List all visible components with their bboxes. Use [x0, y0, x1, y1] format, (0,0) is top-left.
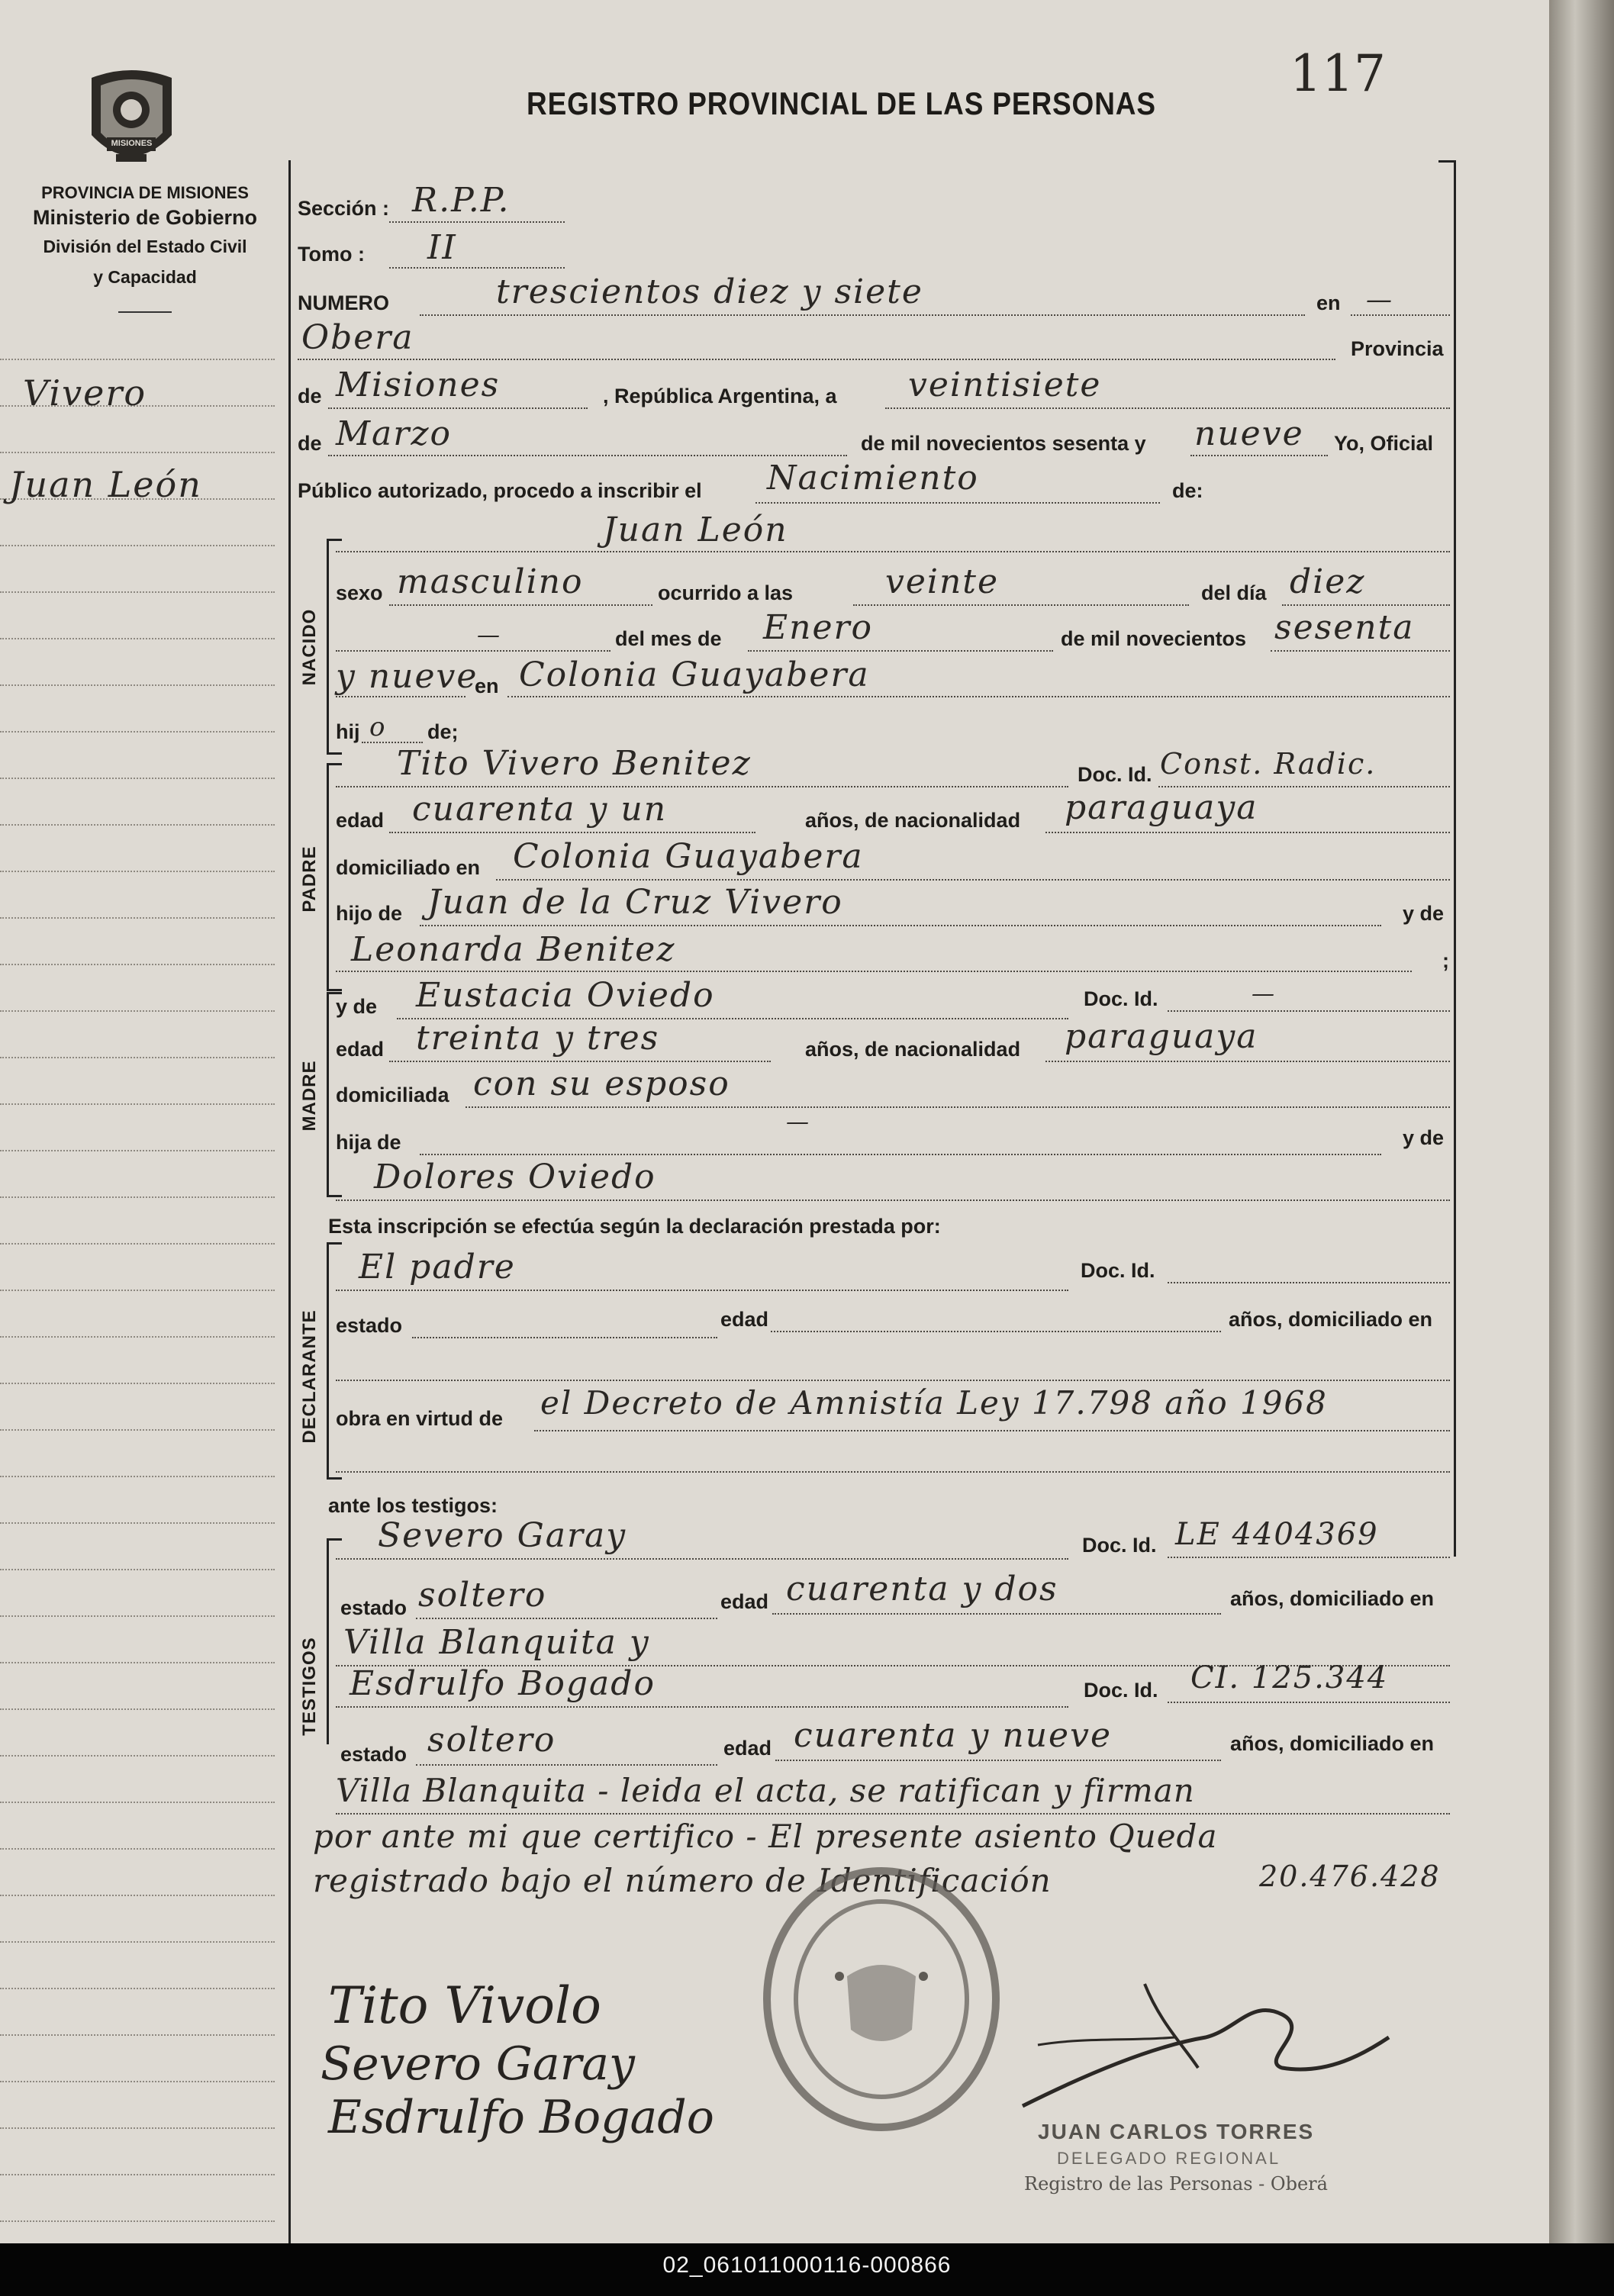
line-acto: [755, 502, 1160, 504]
label-declarante-domicilio: años, domiciliado en: [1229, 1308, 1433, 1331]
value-abuela-m: Dolores Oviedo: [374, 1158, 656, 1196]
value-abuelo-m: —: [786, 1109, 810, 1135]
label-del-mes: del mes de: [615, 627, 722, 650]
margin-ruled-line: [0, 1755, 275, 1757]
value-sexo: masculino: [397, 562, 584, 601]
value-nombre: Juan León: [603, 510, 788, 549]
label-padre-edad: edad: [336, 809, 385, 832]
margin-ruled-line: [0, 1429, 275, 1431]
label-de-semicolon: de;: [427, 720, 459, 743]
line-guion-mes: [336, 650, 610, 652]
value-padre-doc: Const. Radic.: [1160, 747, 1377, 781]
line-testigo2: [336, 1706, 1068, 1708]
line-dia-nac: [1282, 604, 1450, 606]
value-cierre-2: por ante mi que certifico - El presente asiento Queda: [313, 1818, 1218, 1855]
scan-file-id: 02_061011000116-000866: [662, 2253, 952, 2278]
page-number: 117: [1290, 44, 1386, 103]
line-testigo1-doc: [1168, 1557, 1450, 1558]
label-hijo: hij: [336, 720, 360, 743]
margin-ruled-line: [0, 1010, 275, 1012]
line-testigo2-estado: [416, 1764, 717, 1766]
label-testigo1-doc: Doc. Id.: [1082, 1534, 1157, 1557]
label-ante-testigos: ante los testigos:: [328, 1494, 498, 1517]
org-divider: [118, 311, 172, 313]
label-ocurrido: ocurrido a las: [658, 581, 794, 604]
value-en: —: [1366, 285, 1393, 315]
label-declarante-edad: edad: [720, 1308, 769, 1331]
value-testigo2-edad: cuarenta y nueve: [794, 1716, 1112, 1755]
label-mil-novecientos-sesenta: de mil novecientos sesenta y: [861, 432, 1146, 455]
value-padre-dom: Colonia Guayabera: [513, 837, 864, 876]
margin-ruled-line: [0, 2174, 275, 2175]
line-localidad: [298, 359, 1335, 360]
line-anio-nac: [1271, 650, 1450, 652]
value-padre-nombre: Tito Vivero Benitez: [397, 744, 752, 783]
value-obra: el Decreto de Amnistía Ley 17.798 año 1968: [540, 1384, 1328, 1422]
margin-ruled-line: [0, 452, 275, 453]
value-cierre-1: Villa Blanquita - leida el acta, se ratifican y firman: [336, 1772, 1195, 1809]
line-padre-nombre: [336, 786, 1068, 787]
value-acto: Nacimiento: [767, 459, 979, 498]
label-madre-edad: edad: [336, 1038, 385, 1061]
margin-ruled-line: [0, 731, 275, 733]
value-declarante: El padre: [359, 1248, 516, 1286]
value-guion-mes: —: [477, 622, 501, 649]
margin-ruled-line: [0, 1662, 275, 1663]
line-hora: [853, 604, 1189, 606]
margin-ruled-line: [0, 359, 275, 360]
margin-ruled-line: [0, 1848, 275, 1850]
margin-ruled-line: [0, 1569, 275, 1570]
margin-ruled-line: [0, 2034, 275, 2036]
value-abuelo-p: Juan de la Cruz Vivero: [427, 883, 843, 922]
label-testigo2-estado: estado: [340, 1743, 408, 1766]
label-mil-novecientos: de mil novecientos: [1061, 627, 1247, 650]
label-padre-nacionalidad: años, de nacionalidad: [805, 809, 1021, 832]
padre-bracket: [327, 763, 329, 990]
value-testigo1-doc: LE 4404369: [1175, 1517, 1379, 1552]
value-testigo2-estado: soltero: [427, 1721, 556, 1760]
label-testigo1-estado: estado: [340, 1596, 408, 1619]
line-seccion: [389, 221, 565, 223]
line-abuela-m: [336, 1200, 1450, 1201]
padre-bracket-bottom: [327, 989, 342, 991]
line-obra: [534, 1430, 1450, 1431]
label-testigo1-domicilio: años, domiciliado en: [1230, 1587, 1435, 1610]
value-testigo1: Severo Garay: [378, 1516, 627, 1555]
label-madre-y-de-2: y de: [1403, 1126, 1445, 1149]
label-semicolon: ;: [1442, 949, 1449, 972]
value-anio-nac-1: sesenta: [1274, 608, 1415, 647]
margin-note-given-names: Juan León: [9, 464, 202, 505]
value-localidad: Obera: [301, 318, 414, 357]
label-madre-domicilio: domiciliada: [336, 1084, 449, 1106]
value-madre-nac: paraguaya: [1065, 1017, 1258, 1056]
value-anio-nac-2: y nueve: [336, 657, 478, 696]
label-publico: Público autorizado, procedo a inscribir el: [298, 479, 702, 502]
madre-bracket: [327, 992, 329, 1196]
margin-ruled-line: [0, 1476, 275, 1477]
margin-ruled-line: [0, 1522, 275, 1524]
label-testigo2-edad: edad: [723, 1737, 772, 1760]
margin-ruled-line: [0, 1708, 275, 1710]
line-testigo1-estado: [416, 1618, 717, 1619]
value-testigo2: Esdrulfo Bogado: [350, 1664, 656, 1703]
label-tomo: Tomo :: [298, 243, 365, 266]
value-madre-doc: —: [1252, 981, 1276, 1007]
org-line-1: PROVINCIA DE MISIONES: [41, 183, 249, 202]
nacido-bracket-top: [327, 539, 342, 541]
label-inscripcion: Esta inscripción se efectúa según la declaración prestada por:: [328, 1215, 941, 1238]
label-madre-y-de: y de: [336, 995, 378, 1018]
value-madre-nombre: Eustacia Oviedo: [416, 976, 715, 1015]
line-padre-edad: [389, 832, 755, 833]
margin-ruled-line: [0, 824, 275, 826]
margin-ruled-line: [0, 1988, 275, 1989]
margin-ruled-line: [0, 1243, 275, 1245]
value-mes: Marzo: [336, 414, 452, 453]
label-republica: , República Argentina, a: [603, 385, 837, 407]
value-dia-nac: diez: [1290, 562, 1366, 601]
margin-ruled-line: [0, 964, 275, 965]
margin-ruled-line: [0, 1336, 275, 1338]
margin-ruled-line: [0, 1196, 275, 1198]
value-cierre-3: registrado bajo el número de Identificación: [313, 1862, 1052, 1899]
label-en: en: [1316, 291, 1341, 314]
value-testigo1-edad: cuarenta y dos: [786, 1570, 1058, 1608]
margin-ruled-line: [0, 871, 275, 872]
line-testigo2-edad: [775, 1760, 1221, 1761]
value-testigo1-estado: soltero: [418, 1576, 547, 1615]
line-madre-dom: [466, 1106, 1450, 1108]
value-hijo-suffix: o: [369, 712, 387, 742]
testigos-bracket-top: [327, 1538, 342, 1541]
margin-ruled-line: [0, 684, 275, 686]
margin-ruled-line: [0, 1150, 275, 1151]
value-hora: veinte: [885, 562, 1000, 601]
value-tomo: II: [427, 228, 457, 267]
label-en-lugar: en: [475, 675, 499, 697]
value-mes-nac: Enero: [763, 608, 874, 647]
official-signature: [1007, 1953, 1404, 2129]
line-anio-nac-2: [336, 696, 466, 697]
label-madre-doc: Doc. Id.: [1084, 987, 1158, 1010]
label-de-mes: de: [298, 432, 322, 455]
org-line-2: Ministerio de Gobierno: [32, 206, 258, 229]
emblem-text: MISIONES: [111, 139, 153, 148]
official-stamp: [755, 1862, 1007, 2137]
label-testigo1-edad: edad: [720, 1590, 769, 1613]
official-role: DELEGADO REGIONAL: [1057, 2149, 1281, 2168]
label-madre-nacionalidad: años, de nacionalidad: [805, 1038, 1021, 1061]
line-testigo2-doc: [1168, 1702, 1450, 1703]
page-title: REGISTRO PROVINCIAL DE LAS PERSONAS: [527, 85, 1156, 121]
line-mes-nac: [748, 650, 1053, 652]
line-tomo: [389, 267, 565, 269]
label-declarante-doc: Doc. Id.: [1081, 1259, 1155, 1282]
form-left-border: [288, 160, 291, 2243]
madre-bracket-top: [327, 992, 342, 994]
label-declarante-estado: estado: [336, 1314, 403, 1337]
line-hijo-suffix: [362, 742, 423, 743]
line-madre-edad: [389, 1061, 771, 1062]
line-testigo1: [336, 1558, 1068, 1560]
signature-1: Tito Vivolo: [328, 1976, 601, 2035]
line-obra-2: [336, 1471, 1450, 1473]
declarante-bracket: [327, 1242, 329, 1479]
line-padre-dom: [496, 879, 1450, 881]
label-padre-y-de: y de: [1403, 902, 1445, 925]
line-testigo1-edad: [772, 1613, 1221, 1615]
official-office: Registro de las Personas - Oberá: [1024, 2173, 1328, 2195]
margin-ruled-line: [0, 2127, 275, 2129]
org-line-4: y Capacidad: [93, 267, 197, 287]
value-padre-edad: cuarenta y un: [412, 790, 668, 829]
line-abuelo-m: [420, 1154, 1381, 1155]
line-declarante-estado: [412, 1337, 717, 1338]
label-padre-hijo-de: hijo de: [336, 902, 402, 925]
margin-ruled-line: [0, 1057, 275, 1058]
nacido-bracket-bottom: [327, 752, 342, 755]
value-madre-dom: con su esposo: [473, 1064, 730, 1103]
line-abuelo-p: [420, 925, 1381, 926]
line-anio: [1190, 455, 1328, 456]
nacido-bracket: [327, 539, 329, 754]
section-declarante: DECLARANTE: [299, 1309, 320, 1444]
margin-ruled-line: [0, 917, 275, 919]
book-binding: [1549, 0, 1614, 2243]
label-de-colon: de:: [1172, 479, 1203, 502]
margin-ruled-line: [0, 2220, 275, 2222]
margin-ruled-line: [0, 1290, 275, 1291]
value-testigo2-doc: CI. 125.344: [1190, 1660, 1389, 1695]
label-numero: NUMERO: [298, 291, 389, 314]
line-abuela-p: [336, 971, 1412, 972]
label-padre-domicilio: domiciliado en: [336, 856, 481, 879]
margin-ruled-line: [0, 778, 275, 779]
line-declarante: [336, 1290, 1068, 1291]
margin-ruled-line: [0, 1615, 275, 1617]
value-identificacion: 20.476.428: [1259, 1860, 1441, 1893]
signature-2: Severo Garay: [321, 2037, 635, 2091]
value-seccion: R.P.P.: [412, 181, 511, 220]
label-de-provincia: de: [298, 385, 322, 407]
line-padre-nac: [1045, 832, 1450, 833]
line-declarante-edad: [771, 1331, 1221, 1332]
section-padre: PADRE: [299, 845, 320, 913]
org-line-3: División del Estado Civil: [43, 237, 247, 256]
testigos-bracket: [327, 1538, 329, 1744]
label-obra: obra en virtud de: [336, 1407, 504, 1430]
value-padre-nac: paraguaya: [1065, 788, 1258, 827]
margin-ruled-line: [0, 638, 275, 639]
line-provincia: [328, 407, 588, 409]
provincial-coat-of-arms-icon: [76, 63, 187, 177]
value-abuela-p: Leonarda Benitez: [351, 930, 676, 969]
line-mes: [328, 455, 847, 456]
line-sexo: [389, 604, 652, 606]
label-testigo2-doc: Doc. Id.: [1084, 1679, 1158, 1702]
line-lugar-nac: [507, 696, 1450, 697]
line-declarante-dom: [336, 1380, 1450, 1381]
margin-ruled-line: [0, 1941, 275, 1943]
madre-bracket-bottom: [327, 1195, 342, 1197]
line-dia: [885, 407, 1450, 409]
signature-3: Esdrulfo Bogado: [328, 2091, 714, 2144]
label-madre-hija-de: hija de: [336, 1131, 401, 1154]
declarante-bracket-top: [327, 1242, 342, 1245]
value-madre-edad: treinta y tres: [416, 1019, 660, 1058]
label-yo-oficial: Yo, Oficial: [1334, 432, 1434, 455]
form-top-border: [1438, 160, 1456, 163]
value-numero: trescientos diez y siete: [496, 272, 923, 311]
value-anio: nueve: [1194, 414, 1304, 453]
line-declarante-doc: [1168, 1282, 1450, 1283]
margin-ruled-line: [0, 545, 275, 546]
section-testigos: TESTIGOS: [299, 1637, 320, 1736]
margin-ruled-line: [0, 1103, 275, 1105]
margin-ruled-line: [0, 2081, 275, 2082]
line-padre-doc: [1158, 786, 1450, 787]
line-nombre: [336, 551, 1450, 552]
line-madre-nac: [1045, 1061, 1450, 1062]
label-testigo2-domicilio: años, domiciliado en: [1230, 1732, 1435, 1755]
padre-bracket-top: [327, 763, 342, 765]
form-right-border: [1454, 160, 1456, 1557]
margin-ruled-line: [0, 1895, 275, 1896]
label-padre-doc: Doc. Id.: [1078, 763, 1152, 786]
declarante-bracket-bottom: [327, 1477, 342, 1480]
line-cierre-1: [336, 1813, 1450, 1815]
value-testigo1-dom: Villa Blanquita y: [343, 1623, 650, 1662]
official-name: JUAN CARLOS TORRES: [1038, 2120, 1315, 2143]
value-lugar-nac: Colonia Guayabera: [519, 655, 870, 694]
margin-ruled-line: [0, 1802, 275, 1803]
section-nacido: NACIDO: [299, 608, 320, 686]
label-provincia: Provincia: [1351, 337, 1444, 360]
value-provincia: Misiones: [336, 365, 501, 404]
label-seccion: Sección :: [298, 197, 390, 220]
margin-ruled-line: [0, 1383, 275, 1384]
margin-ruled-line: [0, 591, 275, 593]
label-del-dia: del día: [1201, 581, 1267, 604]
line-madre-doc: [1168, 1010, 1450, 1012]
value-dia: veintisiete: [908, 365, 1102, 404]
label-sexo: sexo: [336, 581, 383, 604]
line-numero: [420, 314, 1305, 316]
margin-note-surname: Vivero: [23, 372, 147, 414]
section-madre: MADRE: [299, 1060, 320, 1132]
